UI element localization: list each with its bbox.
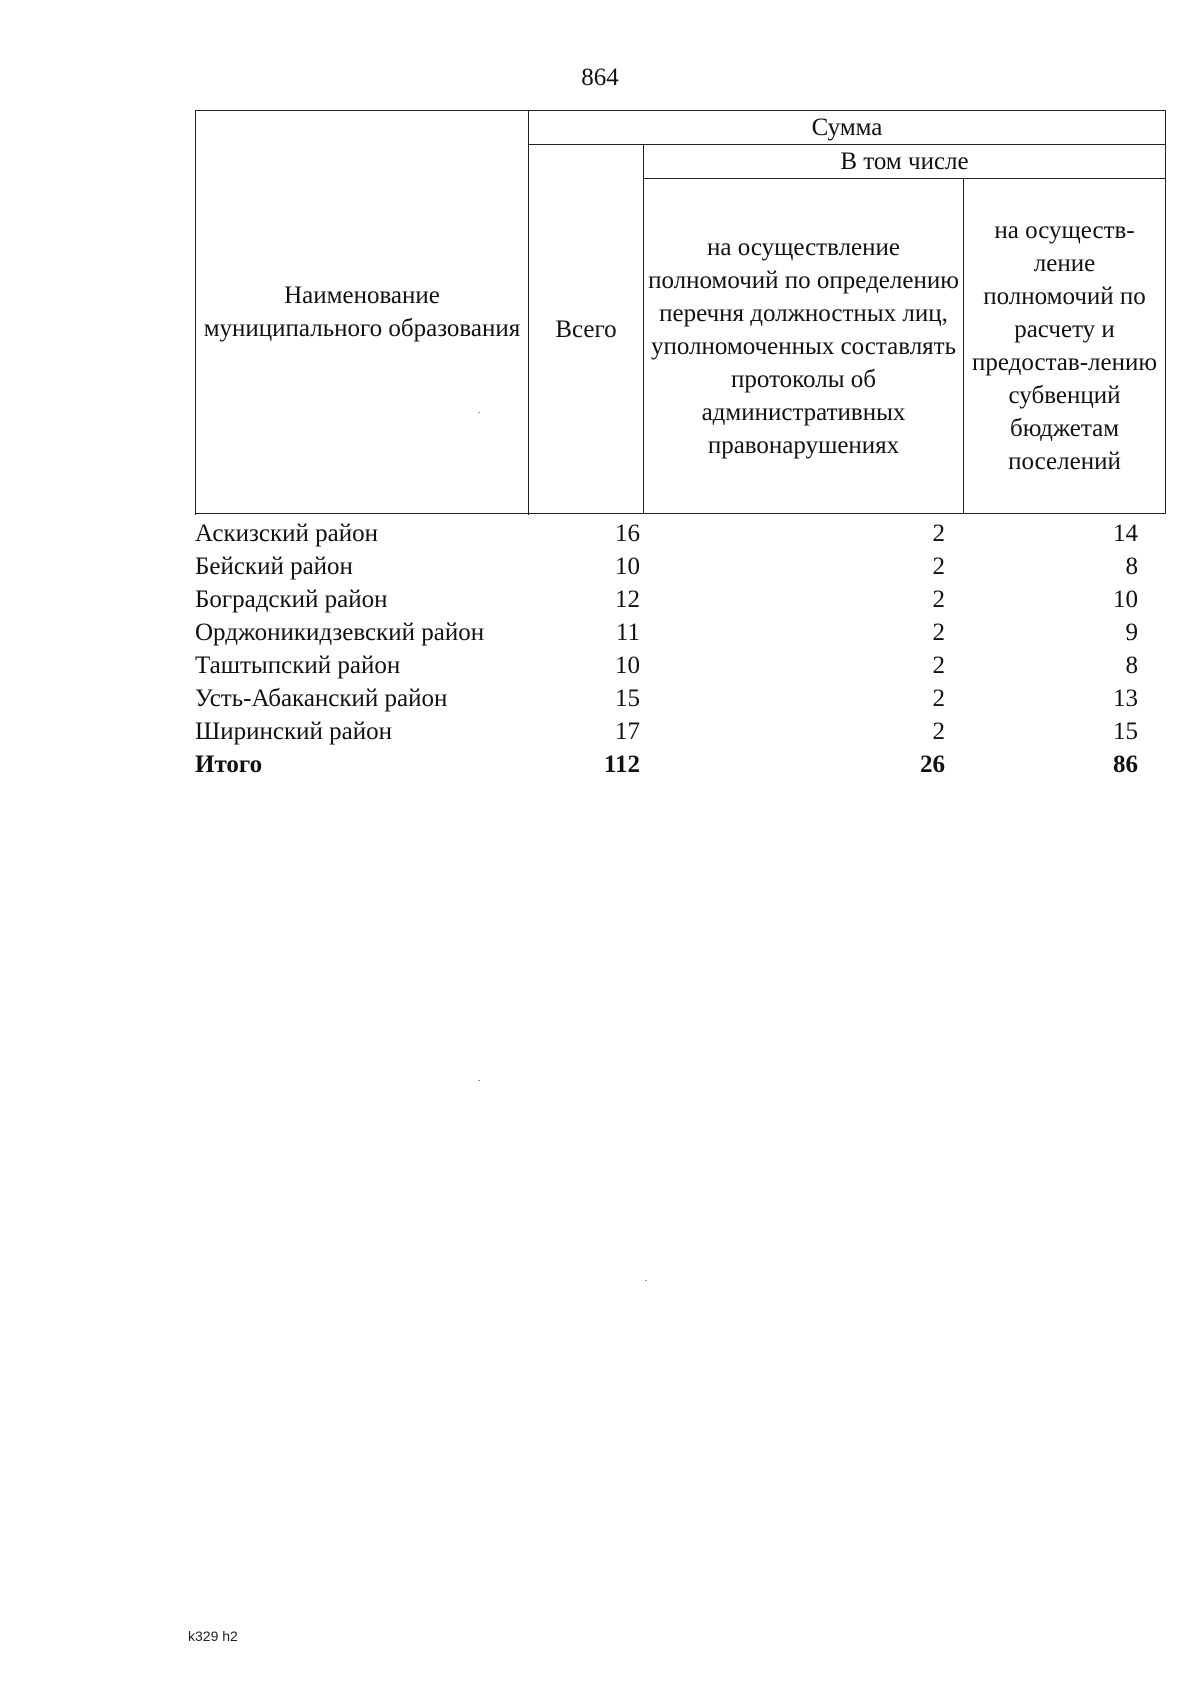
row-name: Таштыпский район xyxy=(195,652,401,679)
row-total: 15 xyxy=(615,685,640,712)
header-sum: Сумма xyxy=(529,111,1166,145)
row-name: Аскизский район xyxy=(195,520,379,547)
row-subventions: 8 xyxy=(1125,652,1138,679)
header-total: Всего xyxy=(529,145,644,514)
header-protocols: на осуществление полномочий по определению перечня должностных лиц, уполномоченных составлять протоколы об административных правонарушениях xyxy=(644,179,964,514)
row-total: 10 xyxy=(615,553,640,580)
table-row xyxy=(195,583,1165,616)
row-protocols: 2 xyxy=(932,718,945,745)
scan-speck xyxy=(478,1080,480,1081)
row-subventions: 13 xyxy=(1113,685,1138,712)
row-protocols: 2 xyxy=(932,553,945,580)
header-including: В том числе xyxy=(644,145,1166,179)
row-total: 12 xyxy=(615,586,640,613)
table-header xyxy=(195,110,1166,514)
totals-total: 112 xyxy=(603,751,640,778)
row-name: Бейский район xyxy=(195,553,353,580)
totals-protocols: 26 xyxy=(920,751,945,778)
table-row xyxy=(195,715,1165,748)
data-table xyxy=(195,517,1165,781)
table-row xyxy=(195,550,1165,583)
row-name: Боградский район xyxy=(195,586,388,613)
totals-label: Итого xyxy=(195,751,263,778)
header-municipality-name: Наименование муниципального образования xyxy=(196,111,529,514)
row-name: Ширинский район xyxy=(195,718,392,745)
scan-speck xyxy=(645,1280,647,1281)
row-subventions: 8 xyxy=(1125,553,1138,580)
table-row xyxy=(195,649,1165,682)
row-subventions: 9 xyxy=(1125,619,1138,646)
totals-subventions: 86 xyxy=(1113,751,1138,778)
row-protocols: 2 xyxy=(932,652,945,679)
row-total: 10 xyxy=(615,652,640,679)
row-name: Усть-Абаканский район xyxy=(195,685,448,712)
header-subventions: на осуществ-ление полномочий по расчету и предостав-лению субвенций бюджетам поселений xyxy=(964,179,1166,514)
row-protocols: 2 xyxy=(932,520,945,547)
scan-speck xyxy=(478,412,480,413)
row-total: 11 xyxy=(615,619,640,646)
table-row xyxy=(195,517,1165,550)
row-subventions: 14 xyxy=(1113,520,1138,547)
row-protocols: 2 xyxy=(932,619,945,646)
row-total: 16 xyxy=(615,520,640,547)
table-row xyxy=(195,682,1165,715)
table-row xyxy=(195,616,1165,649)
page-number: 864 xyxy=(581,64,619,91)
row-protocols: 2 xyxy=(932,586,945,613)
row-subventions: 10 xyxy=(1113,586,1138,613)
row-total: 17 xyxy=(615,718,640,745)
row-name: Орджоникидзевский район xyxy=(195,619,485,646)
row-subventions: 15 xyxy=(1113,718,1138,745)
footer-code: k329 h2 xyxy=(188,1628,238,1644)
row-protocols: 2 xyxy=(932,685,945,712)
totals-row xyxy=(195,748,1165,781)
